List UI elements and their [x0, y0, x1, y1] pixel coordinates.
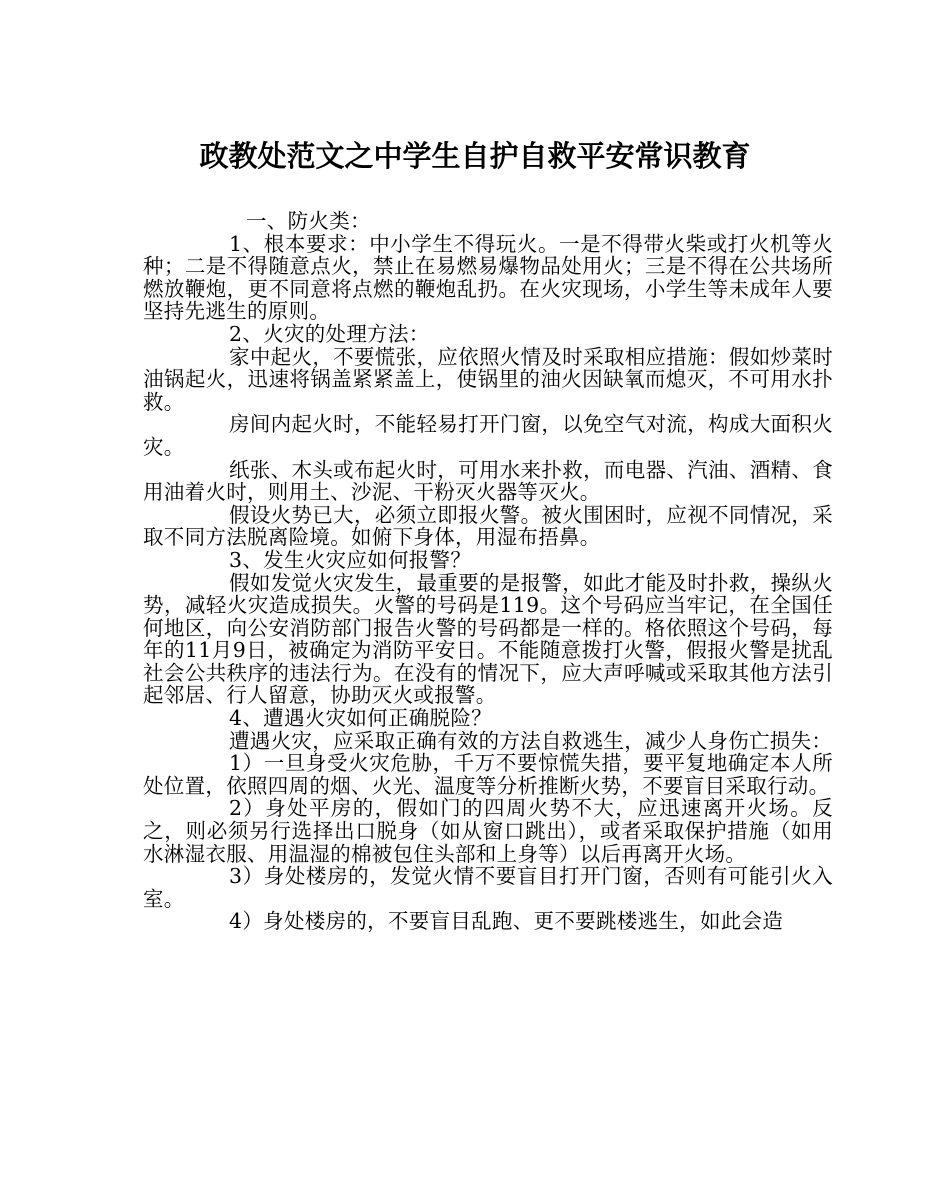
paragraph: 1、根本要求：中小学生不得玩火。一是不得带火柴或打火机等火种；二是不得随意点火，禁止在易燃易爆物品处用火；三是不得在公共场所燃放鞭炮，更不同意将点燃的鞭炮乱扔。在火灾现场，小学生等未成年人要坚持先逃生的原则。: [143, 231, 833, 324]
paragraph: 1）一旦身受火灾危胁，千万不要惊慌失措，要平复地确定本人所处位置，依照四周的烟、火光、温度等分析推断火势，不要盲目采取行动。: [143, 751, 833, 798]
paragraph: 3）身处楼房的，发觉火情不要盲目打开门窗，否则有可能引火入室。: [143, 864, 833, 911]
paragraph: 2、火灾的处理方法：: [229, 321, 430, 346]
page-title: 政教处范文之中学生自护自救平安常识教育: [199, 139, 751, 173]
paragraph: 4）身处楼房的，不要盲目乱跑、更不要跳楼逃生，如此会造: [229, 909, 784, 934]
paragraph: 房间内起火时，不能轻易打开门窗，以免空气对流，构成大面积火灾。: [143, 412, 833, 459]
paragraph: 2）身处平房的，假如门的四周火势不大，应迅速离开火场。反之，则必须另行选择出口脱身（如从窗口跳出），或者采取保护措施（如用水淋湿衣服、用温湿的棉被包住头部和上身等）以后再离开火场。: [143, 796, 833, 866]
section-heading: 一、防火类：: [246, 209, 371, 233]
paragraph: 遭遇火灾，应采取正确有效的方法自救逃生，减少人身伤亡损失：: [229, 728, 833, 753]
paragraph: 假如发觉火灾发生，最重要的是报警，如此才能及时扑救，操纵火势，减轻火灾造成损失。火警的号码是119。这个号码应当牢记，在全国任何地区，向公安消防部门报告火警的号码都是一样的。格依照这个号码，每年的11月9日，被确定为消防平安日。不能随意拨打火警，假报火警是扰乱社会公共秩序的违法行为。在没有的情况下，应大声呼喊或采取其他方法引起邻居、行人留意，协助灭火或报警。: [143, 570, 833, 708]
paragraph: 家中起火，不要慌张，应依照火情及时采取相应措施：假如炒菜时油锅起火，迅速将锅盖紧紧盖上，使锅里的油火因缺氧而熄灭，不可用水扑救。: [143, 344, 833, 414]
paragraph: 4、遭遇火灾如何正确脱险？: [229, 706, 492, 731]
document-body: [143, 210, 833, 933]
paragraph: 3、发生火灾应如何报警？: [229, 547, 472, 572]
paragraph: 纸张、木头或布起火时，可用水来扑救，而电器、汽油、酒精、食用油着火时，则用土、沙泥、干粉灭火器等灭火。: [143, 457, 833, 505]
paragraph: 假设火势已大，必须立即报火警。被火围困时，应视不同情况，采取不同方法脱离险境。如俯下身体，用湿布捂鼻。: [143, 502, 833, 550]
